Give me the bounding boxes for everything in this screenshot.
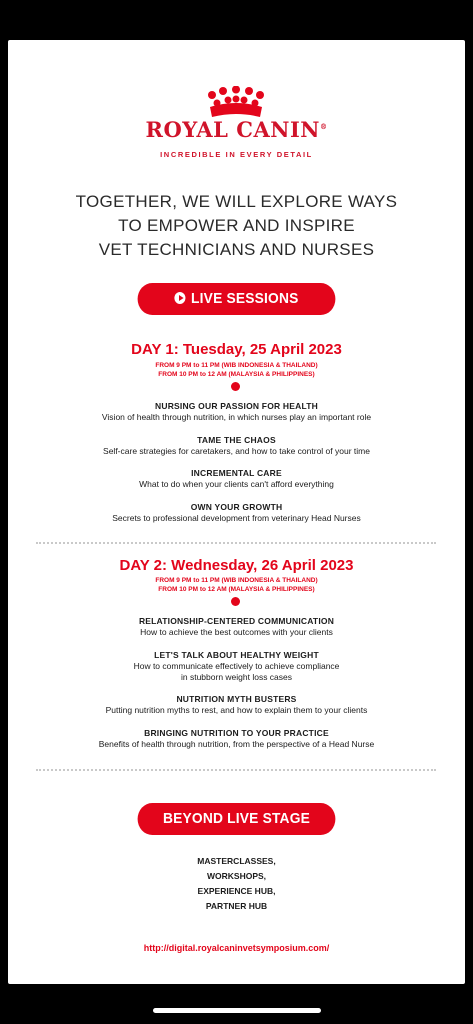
dotted-divider xyxy=(36,769,436,771)
session-item xyxy=(0,615,473,638)
play-icon xyxy=(174,292,185,304)
day-2-title: DAY 2: Wednesday, 26 April 2023 xyxy=(119,557,354,574)
day-1-dot xyxy=(231,382,240,391)
session-title: TAME THE CHAOS xyxy=(197,435,276,445)
beyond-list xyxy=(0,854,473,914)
crown-logo-icon xyxy=(204,86,268,120)
headline-line: VET TECHNICIANS AND NURSES xyxy=(98,240,375,259)
session-desc: What to do when your clients can't afford everything xyxy=(139,479,334,489)
session-item xyxy=(0,649,473,683)
session-title: NUTRITION MYTH BUSTERS xyxy=(176,694,297,704)
session-title: INCREMENTAL CARE xyxy=(191,468,282,478)
session-title: NURSING OUR PASSION FOR HEALTH xyxy=(155,401,318,411)
day-2-time: FROM 10 PM to 12 AM (MALAYSIA & PHILIPPINES) xyxy=(158,586,315,593)
beyond-list-item: WORKSHOPS, xyxy=(206,871,267,881)
live-sessions-program-label: LIVE SESSIONS PROGRAM xyxy=(191,290,299,339)
session-title: RELATIONSHIP-CENTERED COMMUNICATION xyxy=(138,616,335,626)
session-item xyxy=(0,434,473,457)
session-desc: How to achieve the best outcomes with your clients xyxy=(140,627,333,637)
live-sessions-program-button[interactable] xyxy=(138,283,336,339)
session-item xyxy=(0,467,473,490)
session-title: BRINGING NUTRITION TO YOUR PRACTICE xyxy=(144,728,329,738)
day-2-dot xyxy=(231,597,240,606)
home-indicator[interactable] xyxy=(153,1008,321,1013)
website-link[interactable]: http://digital.royalcaninvetsymposium.com/ xyxy=(143,943,330,953)
session-title: OWN YOUR GROWTH xyxy=(190,502,283,512)
session-desc: Vision of health through nutrition, in which nurses play an important role xyxy=(101,412,372,422)
day-1-time: FROM 9 PM to 11 PM (WIB INDONESIA & THAILAND) xyxy=(155,362,318,369)
brand-tagline: INCREDIBLE IN EVERY DETAIL xyxy=(160,150,313,159)
day-1-title: DAY 1: Tuesday, 25 April 2023 xyxy=(131,341,342,358)
beyond-list-item: EXPERIENCE HUB, xyxy=(197,886,276,896)
dotted-divider xyxy=(36,542,436,544)
session-item xyxy=(0,727,473,750)
session-item xyxy=(0,501,473,524)
session-desc: How to communicate effectively to achieve compliance xyxy=(133,661,340,671)
session-desc: Secrets to professional development from veterinary Head Nurses xyxy=(112,513,361,523)
beyond-live-stage-button[interactable]: BEYOND LIVE STAGE xyxy=(138,803,336,835)
beyond-list-item: MASTERCLASSES, xyxy=(197,856,276,866)
day-2-time: FROM 9 PM to 11 PM (WIB INDONESIA & THAILAND) xyxy=(155,577,318,584)
session-title: LET'S TALK ABOUT HEALTHY WEIGHT xyxy=(154,650,319,660)
session-desc: in stubborn weight loss cases xyxy=(180,672,293,682)
session-desc: Self-care strategies for caretakers, and how to take control of your time xyxy=(103,446,370,456)
beyond-list-item: PARTNER HUB xyxy=(205,901,268,911)
brand-name: ROYAL CANIN® xyxy=(145,117,328,142)
session-desc: Benefits of health through nutrition, from the perspective of a Head Nurse xyxy=(98,739,375,749)
session-item xyxy=(0,693,473,716)
headline-line: TOGETHER, WE WILL EXPLORE WAYS xyxy=(75,192,398,211)
session-item xyxy=(0,400,473,423)
session-desc: Putting nutrition myths to rest, and how to explain them to your clients xyxy=(105,705,368,715)
headline xyxy=(0,190,473,262)
day-1-time: FROM 10 PM to 12 AM (MALAYSIA & PHILIPPINES) xyxy=(158,371,315,378)
headline-line: TO EMPOWER AND INSPIRE xyxy=(118,216,355,235)
